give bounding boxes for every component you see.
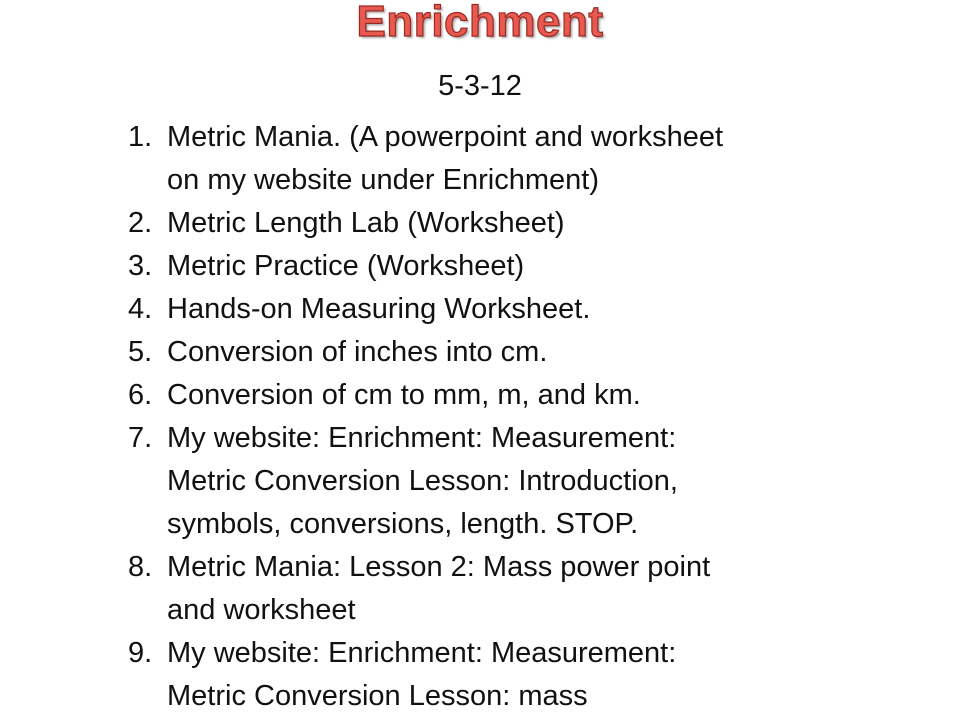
item-number: 9.: [128, 637, 153, 669]
item-number: 1.: [128, 121, 153, 153]
item-text: Conversion of cm to mm, m, and km.: [167, 379, 641, 411]
list-item: [128, 546, 928, 632]
list-item: [128, 245, 928, 288]
item-text: Conversion of inches into cm.: [167, 336, 548, 368]
item-number: 3.: [128, 250, 153, 282]
item-number: 2.: [128, 207, 153, 239]
slide-date: 5-3-12: [438, 70, 522, 102]
item-number: 5.: [128, 336, 153, 368]
item-number: 4.: [128, 293, 153, 325]
list-item: [128, 331, 928, 374]
list-item: [128, 116, 928, 202]
item-text: Metric Practice (Worksheet): [167, 250, 525, 282]
list-item: [128, 202, 928, 245]
item-text: Metric Length Lab (Worksheet): [167, 207, 565, 239]
item-text: and worksheet: [167, 594, 356, 626]
item-text: My website: Enrichment: Measurement:: [167, 637, 677, 669]
list-item: [128, 632, 928, 718]
item-text: on my website under Enrichment): [167, 164, 599, 196]
item-number: 6.: [128, 379, 153, 411]
slide-title: Enrichment: [356, 0, 604, 46]
item-number: 8.: [128, 551, 153, 583]
item-text: Metric Conversion Lesson: Introduction,: [167, 465, 678, 497]
item-text: Metric Mania. (A powerpoint and worksheet: [167, 121, 724, 153]
item-text: Metric Mania: Lesson 2: Mass power point: [167, 551, 711, 583]
item-text: My website: Enrichment: Measurement:: [167, 422, 677, 454]
list-item: [128, 288, 928, 331]
item-text: Metric Conversion Lesson: mass: [167, 680, 588, 712]
item-text: Hands-on Measuring Worksheet.: [167, 293, 591, 325]
item-text: symbols, conversions, length. STOP.: [167, 508, 639, 540]
list-item: [128, 374, 928, 417]
enrichment-list: [128, 116, 928, 718]
list-item: [128, 417, 928, 546]
item-number: 7.: [128, 422, 153, 454]
